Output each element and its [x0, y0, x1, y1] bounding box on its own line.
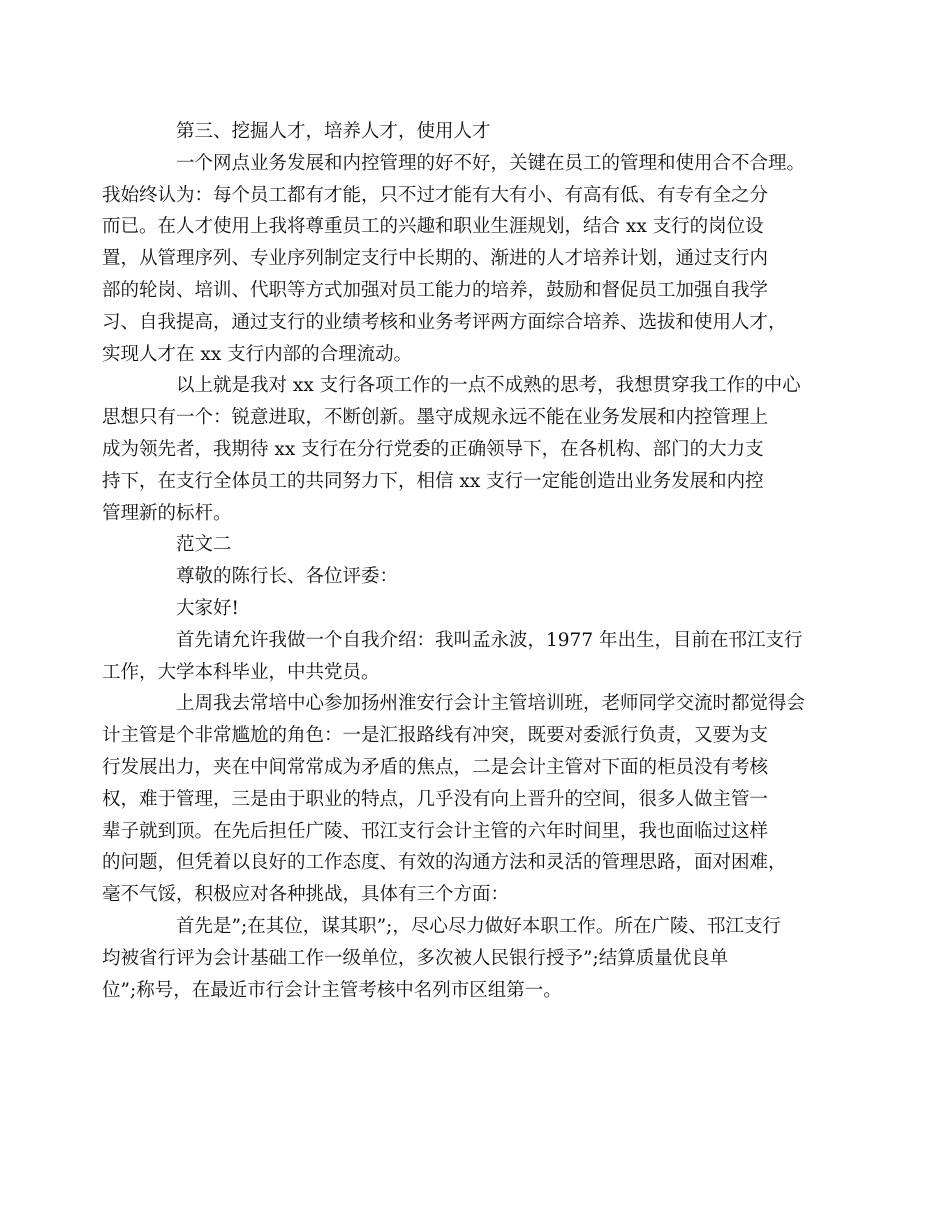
text-line: 一个网点业务发展和内控管理的好不好，关键在员工的管理和使用合不合理。: [176, 152, 806, 174]
text-line: 首先是”;在其位，谋其职”;，尽心尽力做好本职工作。所在广陵、邗江支行: [176, 915, 781, 937]
text-line: 均被省行评为会计基础工作一级单位，多次被人民银行授予”;结算质量优良单: [102, 947, 729, 969]
text-line: 权，难于管理，三是由于职业的特点，几乎没有向上晋升的空间，很多人做主管一: [102, 788, 769, 810]
text-line: 持下，在支行全体员工的共同努力下，相信 xx 支行一定能创造出业务发展和内控: [102, 470, 764, 492]
text-line: 计主管是个非常尴尬的角色：一是汇报路线有冲突，既要对委派行负责，又要为支: [102, 725, 769, 747]
body-paragraph-talent: [102, 148, 827, 371]
text-line: 管理新的标杆。: [102, 502, 232, 524]
text-line: 范文二: [176, 534, 232, 556]
sample-two-title: [139, 529, 827, 561]
document-body: [102, 116, 827, 1006]
text-line: 辈子就到顶。在先后担任广陵、邗江支行会计主管的六年时间里，我也面临过这样: [102, 820, 769, 842]
text-line: 成为领先者，我期待 xx 支行在分行党委的正确领导下，在各机构、部门的大力支: [102, 438, 764, 460]
section-heading: [139, 116, 827, 148]
text-line: 部的轮岗、培训、代职等方式加强对员工能力的培养，鼓励和督促员工加强自我学: [102, 279, 769, 301]
text-line: 工作，大学本科毕业，中共党员。: [102, 661, 380, 683]
text-line: 的问题，但凭着以良好的工作态度、有效的沟通方法和灵活的管理思路，面对困难，: [102, 852, 787, 874]
text-line: 以上就是我对 xx 支行各项工作的一点不成熟的思考，我想贯穿我工作的中心: [176, 375, 801, 397]
greeting: [139, 593, 827, 625]
body-paragraph-training: [102, 688, 827, 911]
text-line: 首先请允许我做一个自我介绍：我叫孟永波，1977 年出生，目前在邗江支行: [176, 629, 803, 651]
salutation: [139, 561, 827, 593]
text-line: 行发展出力，夹在中间常常成为矛盾的焦点，二是会计主管对下面的柜员没有考核: [102, 756, 769, 778]
text-line: 实现人才在 xx 支行内部的合理流动。: [102, 343, 413, 365]
text-line: 习、自我提高，通过支行的业绩考核和业务考评两方面综合培养、选拔和使用人才，: [102, 311, 787, 333]
text-line: 毫不气馁，积极应对各种挑战，具体有三个方面：: [102, 884, 510, 906]
body-paragraph-first-point: [102, 911, 827, 1006]
text-line: 而已。在人才使用上我将尊重员工的兴趣和职业生涯规划，结合 xx 支行的岗位设: [102, 216, 764, 238]
text-line: 上周我去常培中心参加扬州淮安行会计主管培训班，老师同学交流时都觉得会: [176, 693, 806, 715]
text-line: 我始终认为：每个员工都有才能，只不过才能有大有小、有高有低、有专有全之分: [102, 184, 769, 206]
text-line: 大家好!: [176, 597, 239, 619]
body-paragraph-conclusion: [102, 370, 827, 529]
text-line: 位”;称号，在最近市行会计主管考核中名列市区组第一。: [102, 979, 562, 1001]
text-line: 第三、挖掘人才，培养人才，使用人才: [176, 121, 491, 142]
text-line: 思想只有一个：锐意进取，不断创新。墨守成规永远不能在业务发展和内控管理上: [102, 407, 769, 429]
text-line: 置，从管理序列、专业序列制定支行中长期的、渐进的人才培养计划，通过支行内: [102, 248, 769, 270]
body-paragraph-self-intro: [102, 625, 827, 689]
text-line: 尊敬的陈行长、各位评委：: [176, 566, 399, 588]
